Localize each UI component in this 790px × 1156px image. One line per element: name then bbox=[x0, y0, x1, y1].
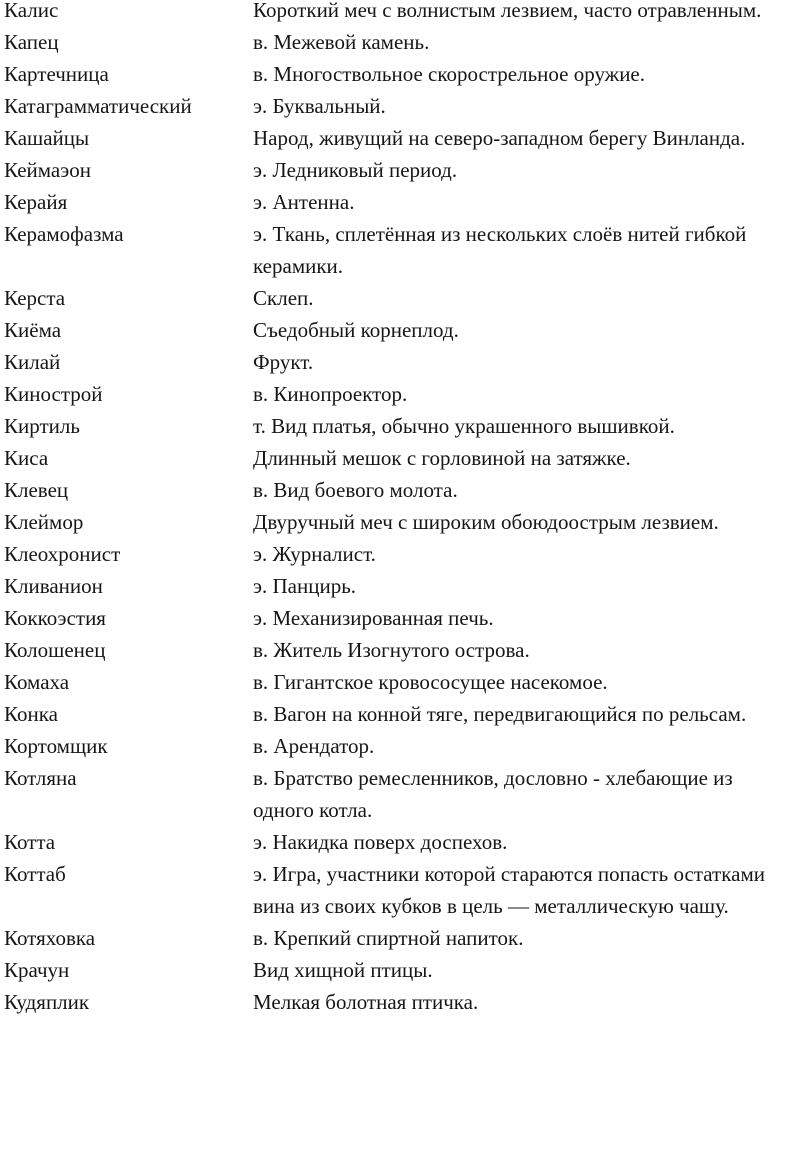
glossary-entry bbox=[4, 762, 790, 826]
glossary-term: Котяховка bbox=[4, 926, 96, 950]
glossary-definition: э. Журналист. bbox=[253, 542, 376, 566]
glossary-term: Катаграмматический bbox=[4, 94, 192, 118]
glossary-definition: э. Антенна. bbox=[253, 190, 355, 214]
glossary-entry bbox=[4, 986, 790, 1018]
glossary-entry bbox=[4, 410, 790, 442]
glossary-definition: Вид хищной птицы. bbox=[253, 958, 433, 982]
glossary-definition: в. Вид боевого молота. bbox=[253, 478, 458, 502]
glossary-entry bbox=[4, 58, 790, 90]
glossary-term: Киртиль bbox=[4, 414, 80, 438]
glossary-term: Конка bbox=[4, 702, 58, 726]
glossary-entry bbox=[4, 698, 790, 730]
glossary-term: Кеймаэон bbox=[4, 158, 91, 182]
glossary-definition: в. Арендатор. bbox=[253, 734, 375, 758]
glossary-term: Керайя bbox=[4, 190, 68, 214]
glossary-definition: в. Межевой камень. bbox=[253, 30, 430, 54]
glossary-term: Колошенец bbox=[4, 638, 106, 662]
glossary-entry bbox=[4, 954, 790, 986]
glossary-definition: в. Многоствольное скорострельное оружие. bbox=[253, 62, 645, 86]
glossary-entry bbox=[4, 442, 790, 474]
glossary-definition: э. Накидка поверх доспехов. bbox=[253, 830, 508, 854]
glossary-term: Коккоэстия bbox=[4, 606, 106, 630]
glossary-entry bbox=[4, 506, 790, 538]
glossary-term: Клеймор bbox=[4, 510, 84, 534]
glossary-entry bbox=[4, 26, 790, 58]
glossary-definition: э. Буквальный. bbox=[253, 94, 386, 118]
glossary-entry bbox=[4, 0, 790, 26]
glossary-entry bbox=[4, 90, 790, 122]
glossary-definition: э. Ледниковый период. bbox=[253, 158, 458, 182]
glossary-term: Киёма bbox=[4, 318, 62, 342]
glossary-entry bbox=[4, 634, 790, 666]
glossary-entry bbox=[4, 122, 790, 154]
glossary-term: Керамофазма bbox=[4, 222, 124, 246]
glossary-entry bbox=[4, 666, 790, 698]
glossary-entry bbox=[4, 154, 790, 186]
glossary-entry bbox=[4, 858, 790, 922]
glossary-term: Клеохронист bbox=[4, 542, 121, 566]
glossary-entry bbox=[4, 538, 790, 570]
glossary-definition: в. Гигантское кровососущее насекомое. bbox=[253, 670, 608, 694]
glossary-entry-list bbox=[4, 0, 790, 1018]
glossary-term: Котта bbox=[4, 830, 56, 854]
glossary-entry bbox=[4, 282, 790, 314]
glossary-definition: Народ, живущий на северо-западном берегу Винланда. bbox=[253, 126, 746, 150]
glossary-definition: в. Житель Изогнутого острова. bbox=[253, 638, 530, 662]
glossary-entry bbox=[4, 570, 790, 602]
glossary-term: Килай bbox=[4, 350, 61, 374]
glossary-term: Картечница bbox=[4, 62, 109, 86]
glossary-term: Кливанион bbox=[4, 574, 103, 598]
glossary-definition: э. Игра, участники которой стараются попасть остатками вина из своих кубков в цель — металлическую чашу. bbox=[253, 862, 765, 918]
glossary-term: Кудяплик bbox=[4, 990, 90, 1014]
glossary-term: Клевец bbox=[4, 478, 69, 502]
glossary-term: Крачун bbox=[4, 958, 70, 982]
glossary-entry bbox=[4, 218, 790, 282]
glossary-term: Комаха bbox=[4, 670, 70, 694]
glossary-definition: в. Братство ремесленников, дословно - хлебающие из одного котла. bbox=[253, 766, 733, 822]
glossary-definition: в. Крепкий спиртной напиток. bbox=[253, 926, 524, 950]
glossary-entry bbox=[4, 922, 790, 954]
glossary-term: Керста bbox=[4, 286, 66, 310]
glossary-term: Кинострой bbox=[4, 382, 103, 406]
glossary-definition: в. Вагон на конной тяге, передвигающийся по рельсам. bbox=[253, 702, 747, 726]
glossary-term: Киса bbox=[4, 446, 49, 470]
glossary-definition: Склеп. bbox=[253, 286, 314, 310]
glossary-definition: Длинный мешок с горловиной на затяжке. bbox=[253, 446, 631, 470]
glossary-definition: т. Вид платья, обычно украшенного вышивкой. bbox=[253, 414, 675, 438]
glossary-entry bbox=[4, 314, 790, 346]
glossary-entry bbox=[4, 378, 790, 410]
glossary-term: Котляна bbox=[4, 766, 77, 790]
glossary-term: Коттаб bbox=[4, 862, 66, 886]
glossary-definition: э. Механизированная печь. bbox=[253, 606, 494, 630]
glossary-definition: э. Панцирь. bbox=[253, 574, 357, 598]
glossary-entry bbox=[4, 602, 790, 634]
glossary-term: Калис bbox=[4, 0, 59, 22]
glossary-definition: Двуручный меч с широким обоюдоострым лезвием. bbox=[253, 510, 719, 534]
glossary-definition: Съедобный корнеплод. bbox=[253, 318, 459, 342]
glossary-definition: в. Кинопроектор. bbox=[253, 382, 408, 406]
glossary-entry bbox=[4, 346, 790, 378]
glossary-definition: Фрукт. bbox=[253, 350, 314, 374]
glossary-term: Капец bbox=[4, 30, 59, 54]
glossary-entry bbox=[4, 474, 790, 506]
glossary-definition: э. Ткань, сплетённая из нескольких слоёв нитей гибкой керамики. bbox=[253, 222, 747, 278]
glossary-term: Кортомщик bbox=[4, 734, 108, 758]
glossary-definition: Короткий меч с волнистым лезвием, часто отравленным. bbox=[253, 0, 762, 22]
glossary-entry bbox=[4, 186, 790, 218]
glossary-entry bbox=[4, 730, 790, 762]
glossary-entry bbox=[4, 826, 790, 858]
glossary-term: Кашайцы bbox=[4, 126, 90, 150]
glossary-definition: Мелкая болотная птичка. bbox=[253, 990, 479, 1014]
